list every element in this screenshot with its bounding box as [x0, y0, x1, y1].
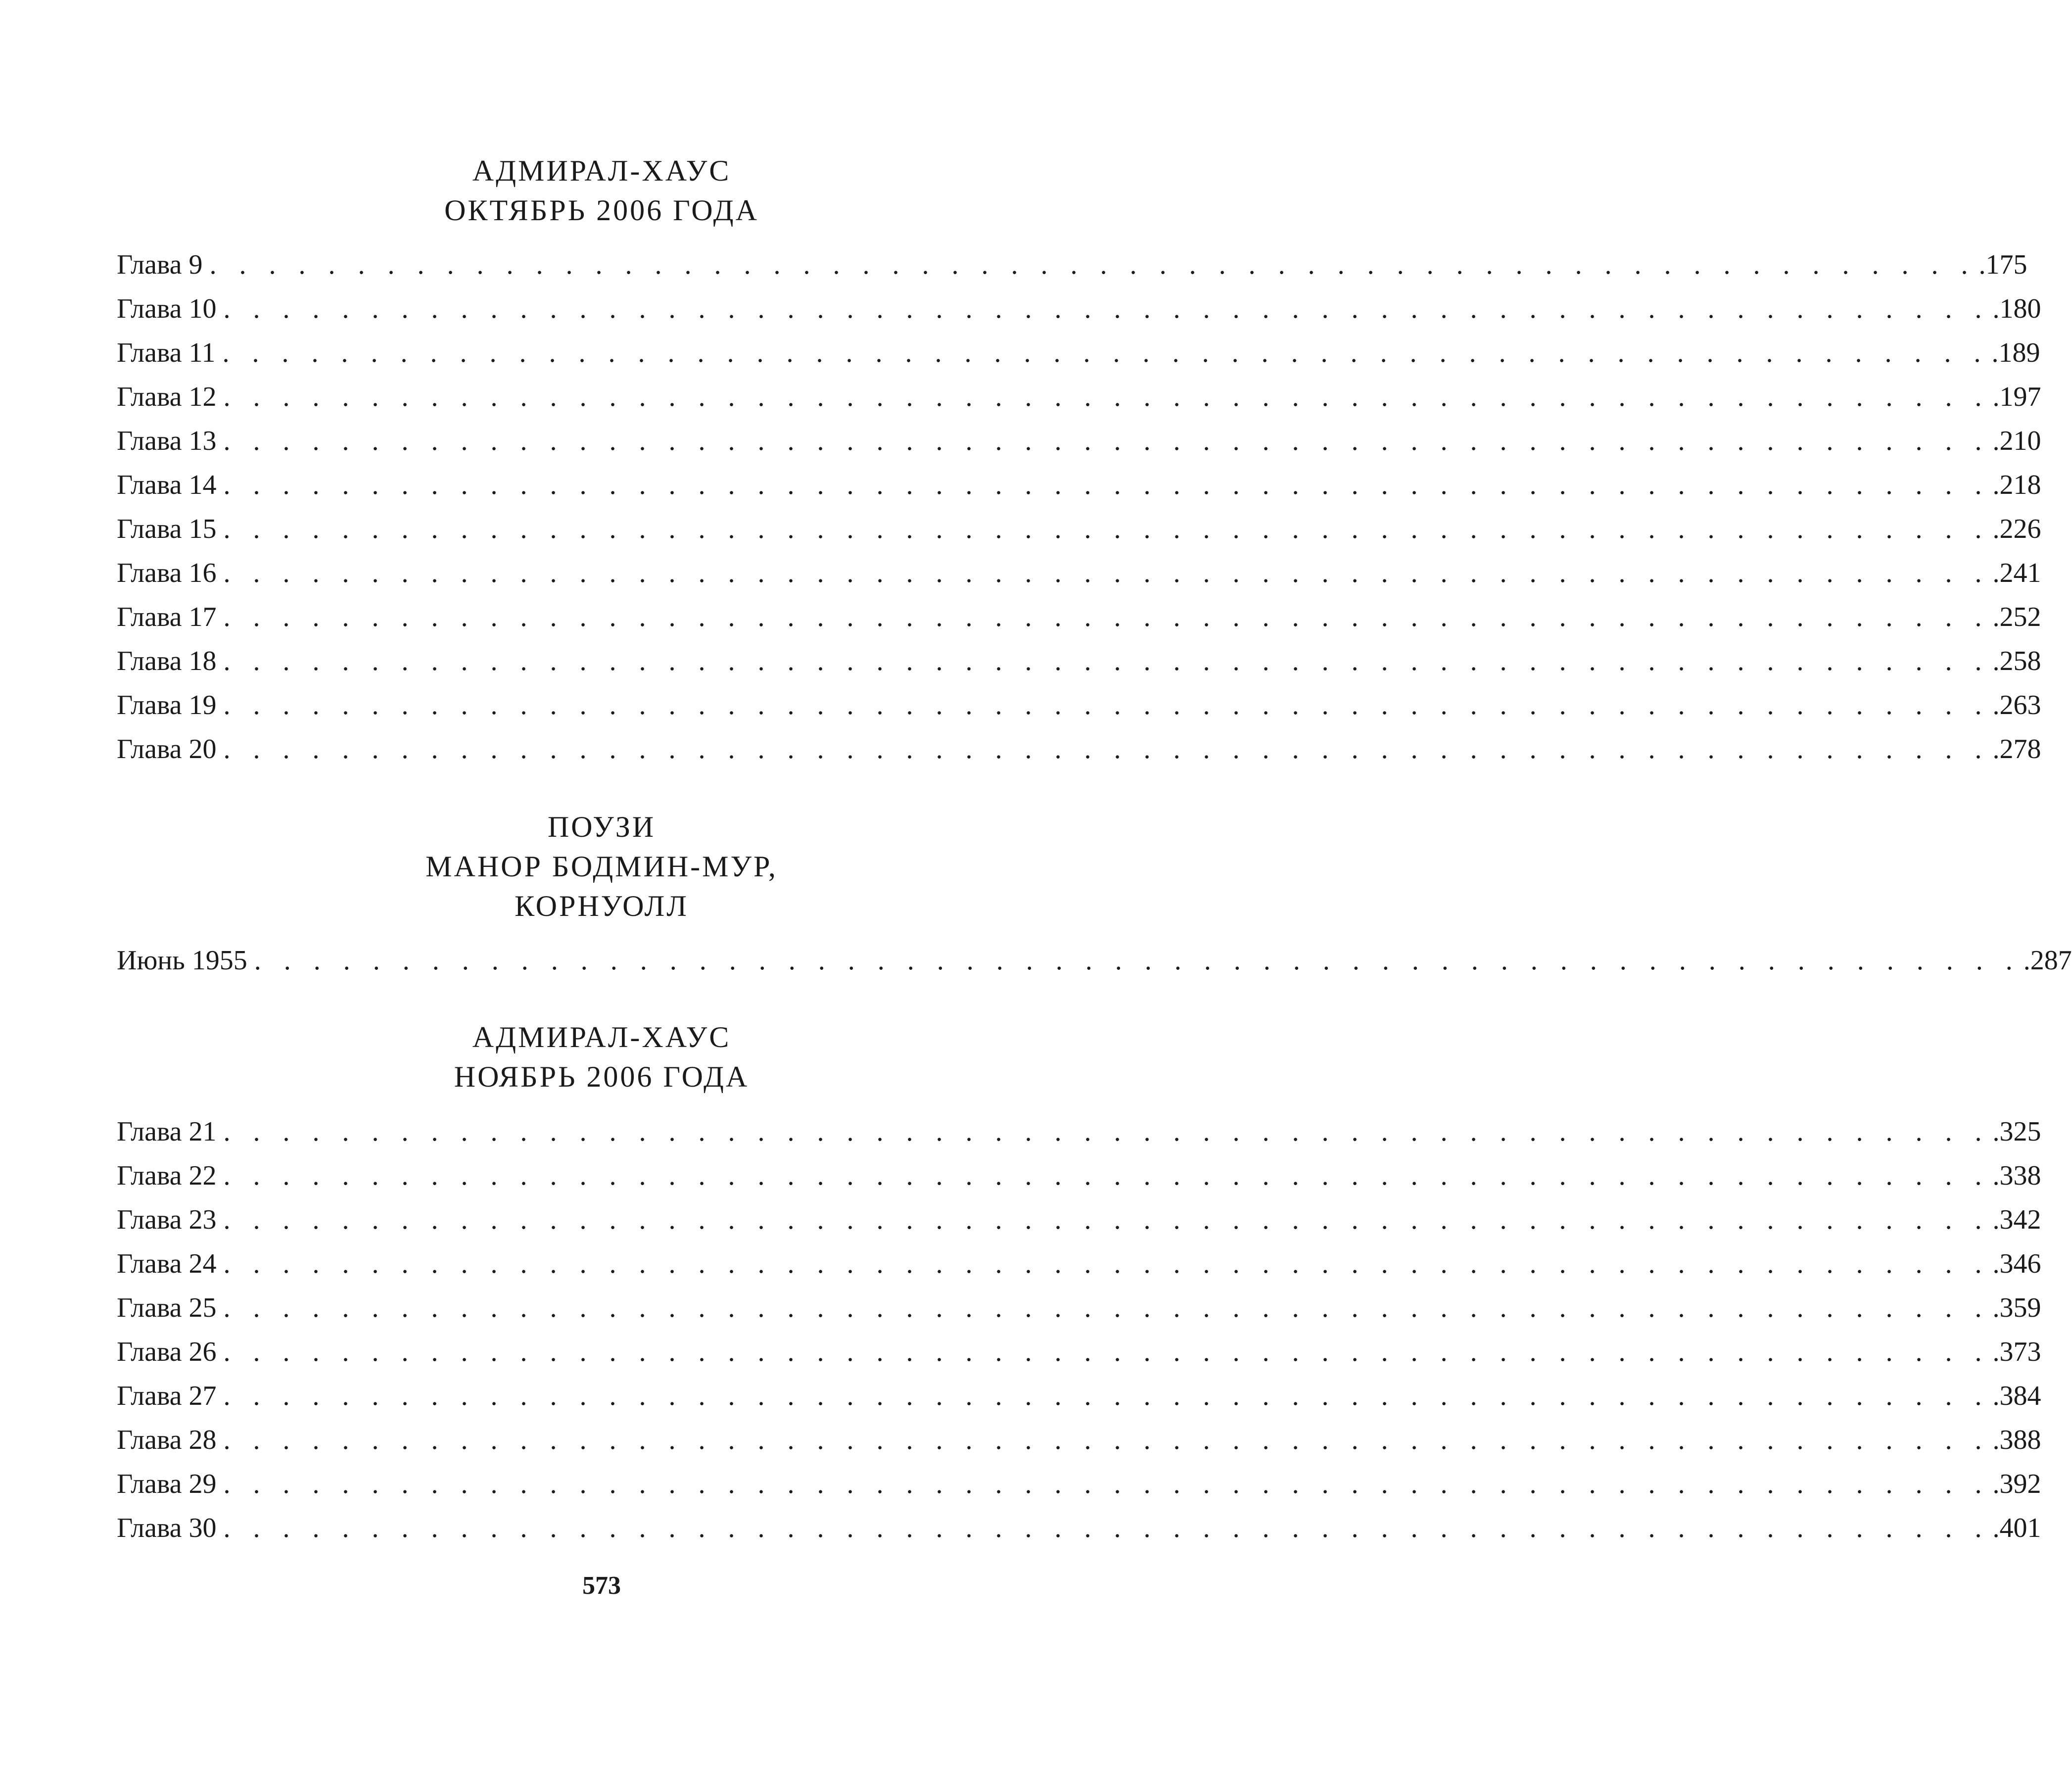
toc-entry-label: Глава 9: [117, 249, 203, 280]
toc-entry[interactable]: [117, 247, 2027, 282]
toc-section-admiral-house-october: [0, 151, 1203, 230]
toc-entry-label: Глава 17: [117, 602, 217, 632]
toc-entry-label: Глава 22: [117, 1160, 217, 1191]
toc-entry-page: .359: [1992, 1292, 2041, 1323]
toc-entry-page: .338: [1992, 1160, 2041, 1191]
toc-entry-label: Глава 13: [117, 426, 217, 456]
toc-entry-label: Глава 23: [117, 1204, 217, 1235]
dot-leader: . . . . . . . . . . . . . . . . . . . . . . . . . . . . . . . . . . . . . . . . . . . . . . . . . . . . . . . . . . . .: [223, 426, 1990, 456]
dot-leader: . . . . . . . . . . . . . . . . . . . . . . . . . . . . . . . . . . . . . . . . . . . . . . . . . . . . . . . . . . . .: [254, 945, 2021, 976]
toc-entry-label: Глава 10: [117, 293, 217, 324]
toc-entry-label: Июнь 1955: [117, 945, 247, 976]
toc-entry[interactable]: [117, 424, 2041, 458]
toc-entry[interactable]: [117, 943, 2072, 978]
toc-entry[interactable]: [117, 1290, 2041, 1325]
dot-leader: . . . . . . . . . . . . . . . . . . . . . . . . . . . . . . . . . . . . . . . . . . . . . . . . . . . . . . . . . . . .: [223, 1248, 1990, 1279]
section-heading-line: КОРНУОЛЛ: [515, 890, 689, 922]
toc-entry-label: Глава 16: [117, 558, 217, 588]
toc-entry-page: .226: [1992, 514, 2041, 544]
dot-leader: . . . . . . . . . . . . . . . . . . . . . . . . . . . . . . . . . . . . . . . . . . . . . . . . . . . . . . . . . . . .: [223, 1204, 1990, 1235]
dot-leader: . . . . . . . . . . . . . . . . . . . . . . . . . . . . . . . . . . . . . . . . . . . . . . . . . . . . . . . . . . . .: [223, 602, 1990, 632]
toc-entry-label: Глава 15: [117, 514, 217, 544]
toc-entry[interactable]: [117, 468, 2041, 502]
toc-entry-label: Глава 12: [117, 382, 217, 412]
toc-entry[interactable]: [117, 1423, 2041, 1457]
toc-entry-page: .287: [2023, 945, 2072, 976]
toc-entry-page: .175: [1978, 249, 2027, 280]
dot-leader: . . . . . . . . . . . . . . . . . . . . . . . . . . . . . . . . . . . . . . . . . . . . . . . . . . . . . . . . . . . .: [223, 293, 1990, 324]
dot-leader: . . . . . . . . . . . . . . . . . . . . . . . . . . . . . . . . . . . . . . . . . . . . . . . . . . . . . . . . . . . .: [223, 1381, 1990, 1411]
toc-entry-label: Глава 21: [117, 1116, 217, 1147]
dot-leader: . . . . . . . . . . . . . . . . . . . . . . . . . . . . . . . . . . . . . . . . . . . . . . . . . . . . . . . . . . . .: [223, 1292, 1990, 1323]
dot-leader: . . . . . . . . . . . . . . . . . . . . . . . . . . . . . . . . . . . . . . . . . . . . . . . . . . . . . . . . . . . .: [209, 249, 1976, 280]
toc-entry-page: .189: [1991, 337, 2040, 368]
toc-entry-page: .325: [1992, 1116, 2041, 1147]
toc-entry-page: .384: [1992, 1381, 2041, 1411]
toc-entry-page: .218: [1992, 470, 2041, 500]
toc-entry-page: .388: [1992, 1425, 2041, 1455]
dot-leader: . . . . . . . . . . . . . . . . . . . . . . . . . . . . . . . . . . . . . . . . . . . . . . . . . . . . . . . . . . . .: [223, 1160, 1990, 1191]
dot-leader: . . . . . . . . . . . . . . . . . . . . . . . . . . . . . . . . . . . . . . . . . . . . . . . . . . . . . . . . . . . .: [223, 1337, 1990, 1367]
dot-leader: . . . . . . . . . . . . . . . . . . . . . . . . . . . . . . . . . . . . . . . . . . . . . . . . . . . . . . . . . . . .: [223, 734, 1990, 764]
toc-entry[interactable]: [117, 1246, 2041, 1281]
toc-entry-page: .180: [1992, 293, 2041, 324]
toc-entry-page: .263: [1992, 690, 2041, 720]
dot-leader: . . . . . . . . . . . . . . . . . . . . . . . . . . . . . . . . . . . . . . . . . . . . . . . . . . . . . . . . . . . .: [223, 1469, 1990, 1499]
toc-entry-page: .342: [1992, 1204, 2041, 1235]
toc-entry-page: .373: [1992, 1337, 2041, 1367]
dot-leader: . . . . . . . . . . . . . . . . . . . . . . . . . . . . . . . . . . . . . . . . . . . . . . . . . . . . . . . . . . . .: [223, 1116, 1990, 1147]
toc-entry-page: .346: [1992, 1248, 2041, 1279]
toc-entry[interactable]: [117, 1335, 2041, 1369]
toc-entry[interactable]: [117, 291, 2041, 326]
toc-entry-page: .197: [1992, 382, 2041, 412]
toc-entry[interactable]: [117, 335, 2040, 370]
toc-entry[interactable]: [117, 1511, 2041, 1545]
toc-entry[interactable]: [117, 1114, 2041, 1149]
toc-entry[interactable]: [117, 688, 2041, 722]
section-heading-line: МАНОР БОДМИН-МУР,: [425, 850, 778, 883]
toc-entry-label: Глава 24: [117, 1248, 217, 1279]
toc-entry[interactable]: [117, 1467, 2041, 1501]
toc-entry-label: Глава 19: [117, 690, 217, 720]
toc-entry-label: Глава 30: [117, 1513, 217, 1543]
section-heading-line: ОКТЯБРЬ 2006 ГОДА: [444, 194, 759, 227]
toc-entry-page: .401: [1992, 1513, 2041, 1543]
dot-leader: . . . . . . . . . . . . . . . . . . . . . . . . . . . . . . . . . . . . . . . . . . . . . . . . . . . . . . . . . . . .: [222, 337, 1989, 368]
toc-entry-label: Глава 28: [117, 1425, 217, 1455]
toc-entry[interactable]: [117, 380, 2041, 414]
toc-entry-page: .252: [1992, 602, 2041, 632]
toc-entry-label: Глава 26: [117, 1337, 217, 1367]
toc-entry-page: .278: [1992, 734, 2041, 764]
toc-entry[interactable]: [117, 732, 2041, 766]
toc-entry[interactable]: [117, 1202, 2041, 1237]
dot-leader: . . . . . . . . . . . . . . . . . . . . . . . . . . . . . . . . . . . . . . . . . . . . . . . . . . . . . . . . . . . .: [223, 382, 1990, 412]
page-number: 573: [582, 1572, 621, 1600]
toc-entry[interactable]: [117, 1379, 2041, 1413]
dot-leader: . . . . . . . . . . . . . . . . . . . . . . . . . . . . . . . . . . . . . . . . . . . . . . . . . . . . . . . . . . . .: [223, 690, 1990, 720]
section-heading-line: НОЯБРЬ 2006 ГОДА: [454, 1060, 750, 1093]
section-heading-line: АДМИРАЛ-ХАУС: [472, 1021, 731, 1053]
toc-entry-label: Глава 14: [117, 470, 217, 500]
dot-leader: . . . . . . . . . . . . . . . . . . . . . . . . . . . . . . . . . . . . . . . . . . . . . . . . . . . . . . . . . . . .: [223, 470, 1990, 500]
toc-entry-label: Глава 18: [117, 646, 217, 676]
toc-entry-page: .258: [1992, 646, 2041, 676]
toc-entry-label: Глава 27: [117, 1381, 217, 1411]
toc-entry-page: .241: [1992, 558, 2041, 588]
dot-leader: . . . . . . . . . . . . . . . . . . . . . . . . . . . . . . . . . . . . . . . . . . . . . . . . . . . . . . . . . . . .: [223, 558, 1990, 588]
toc-entry[interactable]: [117, 556, 2041, 590]
section-heading-line: ПОУЗИ: [547, 811, 656, 843]
toc-entry[interactable]: [117, 512, 2041, 546]
toc-entry-page: .392: [1992, 1469, 2041, 1499]
toc-entry[interactable]: [117, 1158, 2041, 1193]
toc-section-pouzi: [0, 807, 1203, 926]
toc-entry-label: Глава 20: [117, 734, 217, 764]
toc-entry[interactable]: [117, 600, 2041, 634]
dot-leader: . . . . . . . . . . . . . . . . . . . . . . . . . . . . . . . . . . . . . . . . . . . . . . . . . . . . . . . . . . . .: [223, 646, 1990, 676]
toc-entry-label: Глава 29: [117, 1469, 217, 1499]
toc-entry[interactable]: [117, 644, 2041, 678]
dot-leader: . . . . . . . . . . . . . . . . . . . . . . . . . . . . . . . . . . . . . . . . . . . . . . . . . . . . . . . . . . . .: [223, 1425, 1990, 1455]
toc-entry-label: Глава 25: [117, 1292, 217, 1323]
section-heading-line: АДМИРАЛ-ХАУС: [472, 154, 731, 187]
toc-entry-label: Глава 11: [117, 337, 216, 368]
dot-leader: . . . . . . . . . . . . . . . . . . . . . . . . . . . . . . . . . . . . . . . . . . . . . . . . . . . . . . . . . . . .: [223, 1513, 1990, 1543]
toc-section-admiral-house-november: [0, 1017, 1203, 1097]
dot-leader: . . . . . . . . . . . . . . . . . . . . . . . . . . . . . . . . . . . . . . . . . . . . . . . . . . . . . . . . . . . .: [223, 514, 1990, 544]
toc-entry-page: .210: [1992, 426, 2041, 456]
